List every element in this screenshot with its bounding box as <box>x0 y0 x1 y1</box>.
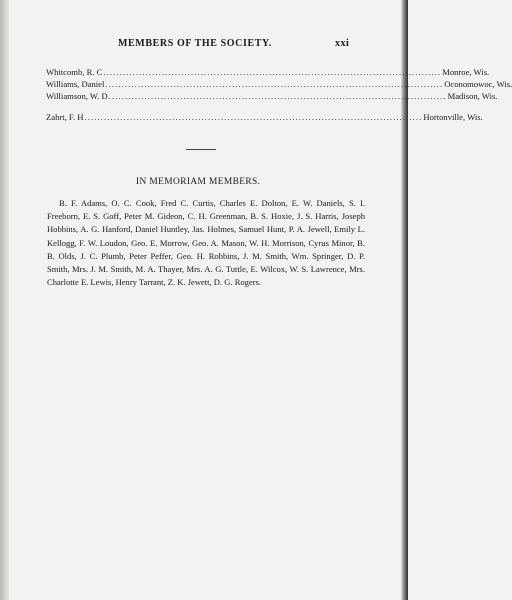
member-name: Whitcomb, R. C <box>46 67 103 77</box>
member-name: Zahrt, F. H <box>46 112 84 122</box>
leader-dots: ........................................................................................................ <box>105 79 444 89</box>
leader-dots: ........................................................................................................ <box>108 91 447 101</box>
member-name: Williamson, W. D <box>46 91 108 101</box>
page-right-edge <box>401 0 408 600</box>
member-name: Williams, Daniel <box>46 79 105 89</box>
leader-dots: ........................................................................................................ <box>103 67 442 77</box>
running-header: MEMBERS OF THE SOCIETY. <box>118 38 273 49</box>
member-entry <box>46 112 483 124</box>
memoriam-heading: IN MEMORIAM MEMBERS. <box>136 177 261 187</box>
member-entry <box>46 91 498 103</box>
member-entry <box>46 67 490 79</box>
member-place: Madison, Wis. <box>447 91 498 101</box>
leader-dots: ........................................................................................................ <box>84 112 423 122</box>
section-divider <box>186 149 216 150</box>
member-place: Hortonville, Wis. <box>423 112 483 122</box>
member-place: Monroe, Wis. <box>442 67 490 77</box>
member-entry <box>46 79 512 91</box>
member-place: Oconomowoc, Wis. <box>444 79 512 89</box>
memoriam-list: B. F. Adams, O. C. Cook, Fred C. Curtis, Charles E. Dolton, E. W. Daniels, S. I. Freeborn, E. S. Goff, Peter M. Gideon, C. H. Greenman, B. S. Hoxie, J. S. Harris, Joseph Hobbins, A. G. Hanford, Daniel Huntley, Jas. Holmes, Samuel Hunt, P. A. Jewell, Emily L. Kellogg, F. W. Loudon, Geo. E. Morrow, Geo. A. Mason, W. H. Morrison, Cyrus Minor, B. B. Olds, J. C. Plumb, Peter Peffer, Geo. H. Robbins, J. M. Smith, Wm. Springer, D. P. Smith, Mrs. J. M. Smith, M. A. Thayer, Mrs. A. G. Tuttle, E. Wilcox, W. S. Lawrence, Mrs. Charlotte E. Lewis, Henry Tarrant, Z. K. Jewett, D. G. Rogers. <box>47 198 365 288</box>
page-left-edge <box>0 0 9 600</box>
page-number: xxi <box>335 38 350 49</box>
